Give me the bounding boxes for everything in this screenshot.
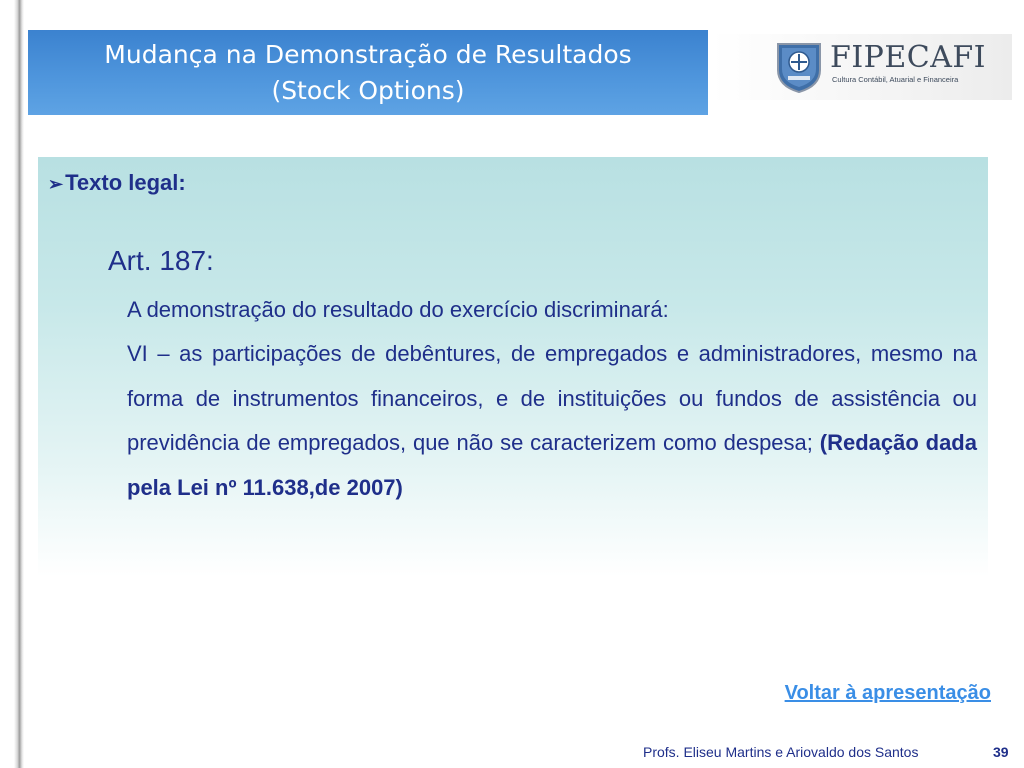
logo-tagline: Cultura Contábil, Atuarial e Financeira: [832, 75, 959, 84]
article-item: [127, 332, 977, 510]
page-number: 39: [993, 744, 1009, 760]
back-to-presentation-link[interactable]: Voltar à apresentação: [784, 682, 991, 704]
shield-emblem-icon: [774, 40, 824, 94]
arrow-bullet-icon: ➢: [48, 174, 64, 194]
title-line-2: (Stock Options): [271, 76, 465, 105]
footer-authors: Profs. Eliseu Martins e Ariovaldo dos Santos: [643, 744, 919, 760]
article-heading: Art. 187:: [108, 245, 214, 276]
article-item-text: VI – as participações de debêntures, de empregados e administradores, mesmo na forma de instrumentos financeiros, e de instituições ou fundos de assistência ou previdência de empregados, que não se caracterizem como despesa;: [127, 341, 977, 455]
article-item-note: (Redação dada pela Lei nº 11.638,de 2007): [127, 430, 977, 500]
left-divider: [14, 0, 24, 768]
fipecafi-logo: [712, 34, 1012, 100]
bullet-label: Texto legal:: [65, 170, 186, 195]
bullet-heading: [48, 170, 186, 196]
title-line-1: Mudança na Demonstração de Resultados: [104, 40, 632, 69]
article-intro: A demonstração do resultado do exercício discriminará:: [127, 297, 669, 322]
slide-title: [28, 30, 708, 115]
content-panel: [38, 157, 988, 577]
logo-name: FIPECAFI: [830, 40, 987, 75]
